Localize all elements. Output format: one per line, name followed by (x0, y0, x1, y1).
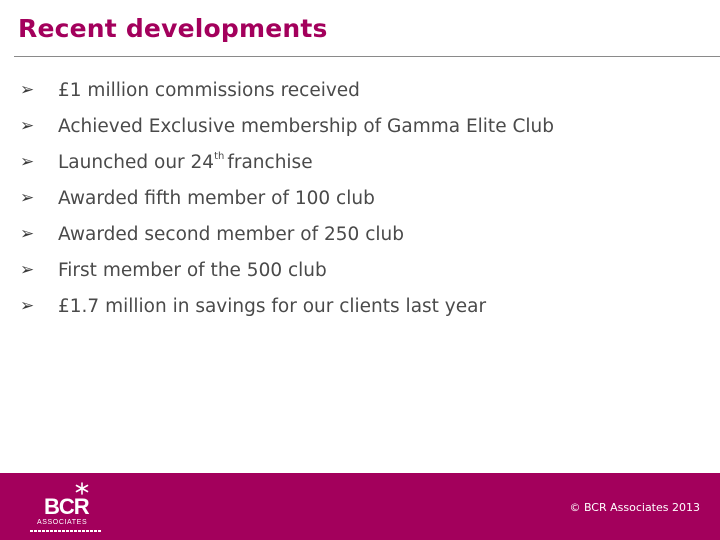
list-item (20, 108, 554, 144)
arrowhead-bullet-icon: ➢ (20, 116, 35, 136)
bullet-list (20, 72, 554, 324)
bullet-text (58, 151, 313, 173)
bullet-text-before: Launched our 24 (58, 152, 215, 173)
bullet-text-after: franchise (227, 152, 313, 173)
bullet-text: Awarded second member of 250 club (58, 223, 404, 245)
bullet-text: £1 million commissions received (58, 79, 360, 101)
arrowhead-bullet-icon: ➢ (20, 80, 35, 100)
list-item (20, 216, 554, 252)
footer-band (0, 473, 720, 540)
arrowhead-bullet-icon: ➢ (20, 224, 35, 244)
arrowhead-bullet-icon: ➢ (20, 152, 35, 172)
list-item (20, 72, 554, 108)
list-item (20, 288, 554, 324)
bullet-text: First member of the 500 club (58, 259, 327, 281)
slide-title: Recent developments (18, 14, 328, 43)
copyright-text: © BCR Associates 2013 (569, 501, 700, 514)
ordinal-suffix: th (214, 151, 225, 162)
bullet-text: £1.7 million in savings for our clients last year (58, 295, 487, 317)
logo-wordmark: BCR (44, 494, 89, 519)
bcr-logo-icon (30, 481, 110, 537)
arrowhead-bullet-icon: ➢ (20, 188, 35, 208)
arrowhead-bullet-icon: ➢ (20, 296, 35, 316)
list-item (20, 144, 554, 180)
arrowhead-bullet-icon: ➢ (20, 260, 35, 280)
logo-subtext: ASSOCIATES (37, 519, 88, 526)
list-item (20, 252, 554, 288)
bullet-text: Achieved Exclusive membership of Gamma Elite Club (58, 115, 554, 137)
bullet-text: Awarded fifth member of 100 club (58, 187, 375, 209)
title-divider (14, 56, 720, 57)
list-item (20, 180, 554, 216)
